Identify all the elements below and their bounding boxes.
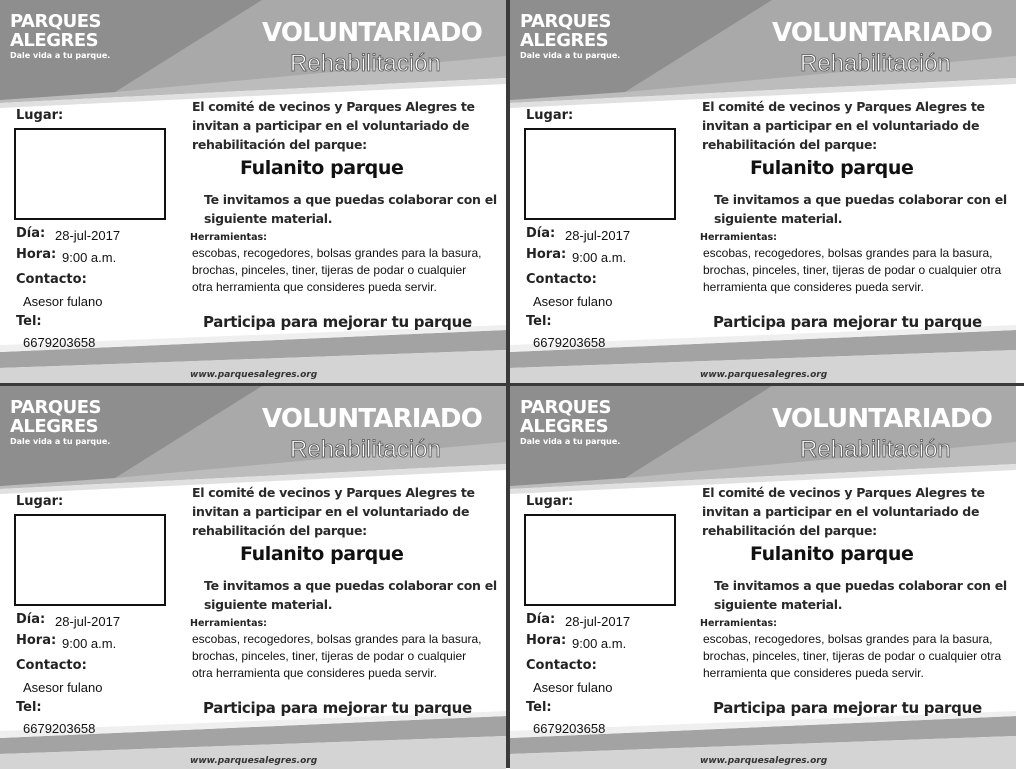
website-link[interactable]: www.parquesalegres.org xyxy=(700,756,828,766)
time-label: Hora: xyxy=(16,247,57,262)
time-value: 9:00 a.m. xyxy=(62,636,117,651)
tools-text: escobas, recogedores, bolsas grandes para la basura, brochas, pinceles, tiner, tijeras de podar o cualquier otra herramienta que consideres pueda servir. xyxy=(192,632,482,680)
phone-label: Tel: xyxy=(16,314,42,329)
day-label: Día: xyxy=(16,226,46,241)
date-value: 28-jul-2017 xyxy=(565,228,631,243)
flyer-title: VOLUNTARIADO xyxy=(772,18,993,48)
place-box xyxy=(524,128,676,220)
invite-text: Te invitamos a que puedas colaborar con el siguiente material. xyxy=(204,192,497,226)
date-value: 28-jul-2017 xyxy=(55,614,121,629)
flyer-subtitle: Rehabilitación xyxy=(800,50,951,77)
flyer-bottom-right xyxy=(510,386,1016,769)
contact-label: Contacto: xyxy=(16,272,87,287)
time-label: Hora: xyxy=(16,633,57,648)
time-value: 9:00 a.m. xyxy=(572,250,627,265)
parques-alegres-logo: PARQUES ALEGRES Dale vida a tu parque. xyxy=(520,397,621,446)
phone-value: 6679203658 xyxy=(23,335,96,350)
tools-label: Herramientas: xyxy=(700,232,777,243)
invite-text: Te invitamos a que puedas colaborar con el siguiente material. xyxy=(714,578,1007,612)
call-to-action: Participa para mejorar tu parque xyxy=(203,313,472,331)
parques-alegres-logo: PARQUES ALEGRES Dale vida a tu parque. xyxy=(10,397,111,446)
contact-value: Asesor fulano xyxy=(23,680,103,695)
place-label: Lugar: xyxy=(526,108,574,123)
contact-value: Asesor fulano xyxy=(23,294,103,309)
flyer-top-left xyxy=(0,0,506,383)
park-name: Fulanito parque xyxy=(240,157,404,179)
phone-value: 6679203658 xyxy=(533,721,606,736)
intro-text: El comité de vecinos y Parques Alegres te invitan a participar en el voluntariado de rehabilitación del parque: xyxy=(702,485,985,538)
parques-alegres-logo: PARQUES ALEGRES Dale vida a tu parque. xyxy=(10,11,111,60)
flyer-subtitle: Rehabilitación xyxy=(290,50,441,77)
time-value: 9:00 a.m. xyxy=(572,636,627,651)
contact-label: Contacto: xyxy=(16,658,87,673)
intro-text: El comité de vecinos y Parques Alegres te invitan a participar en el voluntariado de rehabilitación del parque: xyxy=(192,99,475,152)
place-box xyxy=(524,514,676,606)
contact-value: Asesor fulano xyxy=(533,294,613,309)
place-box xyxy=(14,128,166,220)
park-name: Fulanito parque xyxy=(750,157,914,179)
intro-text: El comité de vecinos y Parques Alegres te invitan a participar en el voluntariado de rehabilitación del parque: xyxy=(192,485,475,538)
day-label: Día: xyxy=(16,612,46,627)
time-value: 9:00 a.m. xyxy=(62,250,117,265)
phone-value: 6679203658 xyxy=(533,335,606,350)
invite-text: Te invitamos a que puedas colaborar con el siguiente material. xyxy=(714,192,1007,226)
flyer-bottom-left xyxy=(0,386,506,769)
place-box xyxy=(14,514,166,606)
tools-label: Herramientas: xyxy=(190,618,267,629)
parques-alegres-logo: PARQUES ALEGRES Dale vida a tu parque. xyxy=(520,11,621,60)
time-label: Hora: xyxy=(526,633,567,648)
flyer-title: VOLUNTARIADO xyxy=(262,18,483,48)
flyer-subtitle: Rehabilitación xyxy=(800,436,951,463)
contact-label: Contacto: xyxy=(526,272,597,287)
flyer-title: VOLUNTARIADO xyxy=(262,404,483,434)
phone-label: Tel: xyxy=(526,700,552,715)
contact-value: Asesor fulano xyxy=(533,680,613,695)
tools-label: Herramientas: xyxy=(190,232,267,243)
day-label: Día: xyxy=(526,612,556,627)
park-name: Fulanito parque xyxy=(750,543,914,565)
flyer-subtitle: Rehabilitación xyxy=(290,436,441,463)
website-link[interactable]: www.parquesalegres.org xyxy=(700,370,828,380)
tools-text: escobas, recogedores, bolsas grandes para la basura, brochas, pinceles, tiner, tijeras de podar o cualquier otra herramienta que consideres pueda servir. xyxy=(703,632,1002,680)
place-label: Lugar: xyxy=(16,108,64,123)
place-label: Lugar: xyxy=(16,494,64,509)
flyer-title: VOLUNTARIADO xyxy=(772,404,993,434)
call-to-action: Participa para mejorar tu parque xyxy=(713,699,982,717)
call-to-action: Participa para mejorar tu parque xyxy=(203,699,472,717)
date-value: 28-jul-2017 xyxy=(565,614,631,629)
date-value: 28-jul-2017 xyxy=(55,228,121,243)
phone-label: Tel: xyxy=(16,700,42,715)
park-name: Fulanito parque xyxy=(240,543,404,565)
website-link[interactable]: www.parquesalegres.org xyxy=(190,756,318,766)
call-to-action: Participa para mejorar tu parque xyxy=(713,313,982,331)
website-link[interactable]: www.parquesalegres.org xyxy=(190,370,318,380)
intro-text: El comité de vecinos y Parques Alegres te invitan a participar en el voluntariado de rehabilitación del parque: xyxy=(702,99,985,152)
invite-text: Te invitamos a que puedas colaborar con el siguiente material. xyxy=(204,578,497,612)
tools-label: Herramientas: xyxy=(700,618,777,629)
horizontal-divider xyxy=(0,383,1024,386)
phone-label: Tel: xyxy=(526,314,552,329)
flyer-top-right xyxy=(510,0,1016,383)
tools-text: escobas, recogedores, bolsas grandes para la basura, brochas, pinceles, tiner, tijeras de podar o cualquier otra herramienta que consideres pueda servir. xyxy=(192,246,482,294)
place-label: Lugar: xyxy=(526,494,574,509)
time-label: Hora: xyxy=(526,247,567,262)
phone-value: 6679203658 xyxy=(23,721,96,736)
contact-label: Contacto: xyxy=(526,658,597,673)
tools-text: escobas, recogedores, bolsas grandes para la basura, brochas, pinceles, tiner, tijeras de podar o cualquier otra herramienta que consideres pueda servir. xyxy=(703,246,1002,294)
day-label: Día: xyxy=(526,226,556,241)
